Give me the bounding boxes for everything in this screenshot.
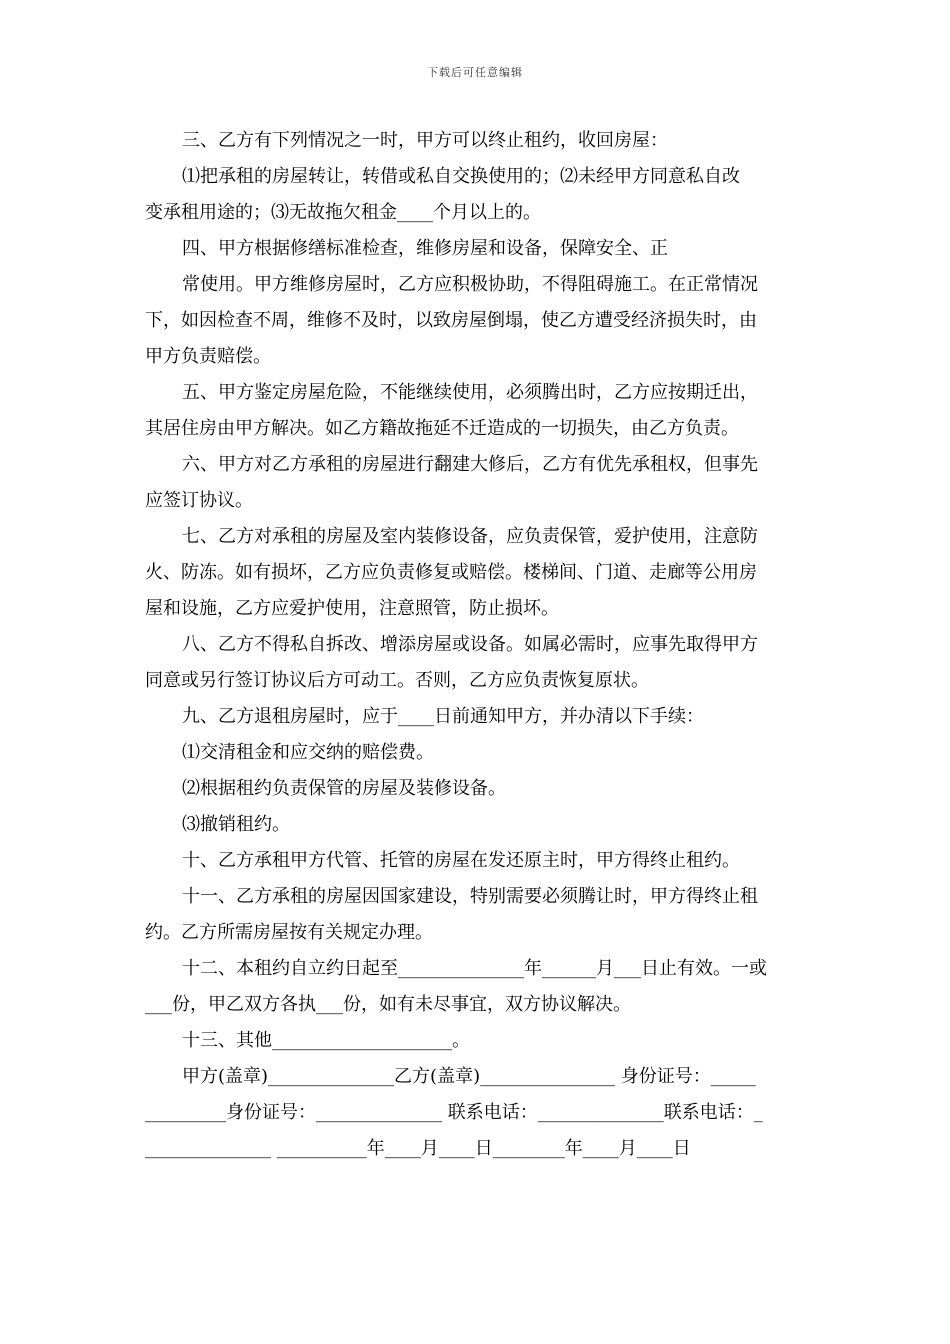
text-line: 六、甲方对乙方承租的房屋进行翻建大修后，乙方有优先承租权，但事先 (182, 454, 758, 475)
text-line: 三、乙方有下列情况之一时，甲方可以终止租约，收回房屋： (182, 130, 668, 151)
text-line: 同意或另行签订协议后方可动工。否则，乙方应负责恢复原状。 (145, 670, 649, 691)
text-line: _________身份证号：______________ 联系电话：______________联系电话：_ (145, 1102, 763, 1123)
text-line: 甲方(盖章)______________乙方(盖章)_______________ 身份证号：_____ (182, 1066, 756, 1087)
text-line: 下，如因检查不周，维修不及时，以致房屋倒塌，使乙方遭受经济损失时，由 (145, 310, 757, 331)
text-line: 变承租用途的；⑶无故拖欠租金____个月以上的。 (145, 202, 541, 223)
text-line: 甲方负责赔偿。 (145, 346, 271, 367)
text-line: ⑵根据租约负责保管的房屋及装修设备。 (182, 778, 506, 799)
text-line: 屋和设施，乙方应爱护使用，注意照管，防止损坏。 (145, 598, 559, 619)
text-line: 十、乙方承租甲方代管、托管的房屋在发还原主时，甲方得终止租约。 (182, 850, 740, 871)
page-header-note: 下载后可任意编辑 (427, 66, 523, 79)
text-line: ___份，甲乙双方各执___份，如有未尽事宜，双方协议解决。 (145, 994, 631, 1015)
text-line: ⑴把承租的房屋转让，转借或私自交换使用的；⑵未经甲方同意私自改 (182, 166, 740, 187)
text-line: 约。乙方所需房屋按有关规定办理。 (145, 922, 433, 943)
text-line: 四、甲方根据修缮标准检查，维修房屋和设备，保障安全、正 (182, 238, 668, 259)
text-line: 十一、乙方承租的房屋因国家建设，特别需要必须腾让时，甲方得终止租 (182, 886, 758, 907)
text-line: 十二、本租约自立约日起至______________年______月___日止有效。一或 (182, 958, 767, 979)
text-line: 常使用。甲方维修房屋时，乙方应积极协助，不得阻碍施工。在正常情况 (182, 274, 758, 295)
text-line: ⑶撤销租约。 (182, 814, 290, 835)
document-body (145, 123, 806, 1167)
text-line: 五、甲方鉴定房屋危险，不能继续使用，必须腾出时，乙方应按期迁出， (182, 382, 758, 403)
text-line: 八、乙方不得私自拆改、增添房屋或设备。如属必需时，应事先取得甲方 (182, 634, 758, 655)
text-line: 应签订协议。 (145, 490, 253, 511)
text-line: 七、乙方对承租的房屋及室内装修设备，应负责保管，爱护使用，注意防 (182, 526, 758, 547)
text-line: 其居住房由甲方解决。如乙方籍故拖延不迁造成的一切损失，由乙方负责。 (145, 418, 739, 439)
text-line: ⑴交清租金和应交纳的赔偿费。 (182, 742, 434, 763)
text-line: 十三、其他____________________。 (182, 1030, 470, 1051)
text-line: 火、防冻。如有损坏，乙方应负责修复或赔偿。楼梯间、门道、走廊等公用房 (145, 562, 757, 583)
text-line: 九、乙方退租房屋时，应于____日前通知甲方，并办清以下手续： (182, 706, 704, 727)
text-line: ______________ __________年____月____日________年____月____日 (145, 1138, 691, 1159)
